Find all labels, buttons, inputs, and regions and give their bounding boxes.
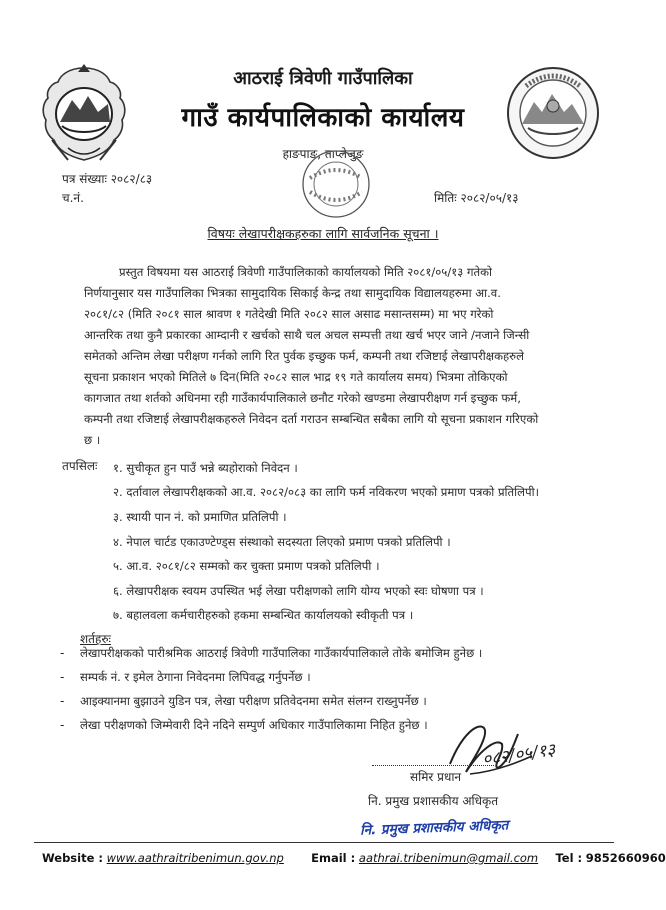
tel-label: Tel :: [555, 851, 583, 865]
municipality-name: आठराई त्रिवेणी गाउँपालिका: [233, 68, 413, 89]
office-address: हाङपाङ, ताप्लेजुङ: [282, 147, 364, 161]
body-line: प्रस्तुत विषयमा यस आठराई त्रिवेणी गाउँपालिकाको कार्यालयको मिति २०८१/०५/१३ गतेको: [119, 265, 493, 279]
letter-date: मितिः २०८२/०५/१३: [434, 191, 519, 205]
footer-divider: [34, 842, 614, 843]
body-line: छ ।: [84, 433, 101, 447]
website-label: Website :: [42, 851, 103, 865]
signatory-title: नि. प्रमुख प्रशासकीय अधिकृत: [368, 794, 499, 808]
signature-line: [372, 765, 494, 766]
condition-bullet: -: [60, 718, 65, 732]
conditions-heading: शर्तहरुः: [80, 632, 111, 646]
notice-body: [84, 262, 578, 451]
body-line: समेतको अन्तिम लेखा परीक्षण गर्नको लागि रित पुर्वक इच्छुक फर्म, कम्पनी तथा रजिष्टाई लेखापरीक्षकहरुले: [84, 349, 524, 363]
website-link[interactable]: www.aathraitribenimun.gov.np: [106, 851, 284, 865]
email-link[interactable]: aathrai.tribenimun@gmail.com: [358, 851, 539, 865]
footer-contact: [42, 851, 666, 865]
email-label: Email :: [311, 851, 356, 865]
condition-item: लेखा परीक्षणको जिम्मेवारी दिने नदिने सम्पुर्ण अधिकार गाउँपालिकामा निहित हुनेछ ।: [80, 718, 428, 732]
body-line: कम्पनी तथा रजिष्टाई लेखापरीक्षकहरुले निवेदन दर्ता गराउन सम्बन्धित सबैका लागि यो सूचना प्रकाशन गरिएको: [84, 412, 539, 426]
condition-item: लेखापरीक्षकको पारीश्रमिक आठराई त्रिवेणी गाउँपालिका गाउँकार्यपालिकाले तोके बमोजिम हुनेछ ।: [80, 646, 483, 660]
condition-bullet: -: [60, 646, 65, 660]
condition-bullet: -: [60, 694, 65, 708]
dispatch-number: च.नं.: [62, 191, 84, 205]
body-line: कागजात तथा शर्तको अधिनमा रही गाउँकार्यपालिकाले छनौट गरेको खण्डमा लेखापरीक्षण गर्न इच्छुक फर्म,: [84, 391, 521, 405]
details-heading: तपसिलः: [62, 459, 98, 473]
detail-item: ५. आ.व. २०८१/८२ सम्मको कर चुक्ता प्रमाण पत्रको प्रतिलिपी ।: [113, 559, 380, 573]
body-line: निर्णयानुसार यस गाउँपालिका भित्रका सामुदायिक सिकाई केन्द्र तथा सामुदायिक विद्यालयहरुमा आ.व.: [84, 286, 501, 300]
detail-item: ६. लेखापरीक्षक स्वयम उपस्थित भई लेखा परीक्षणको लागि योग्य भएको स्वः घोषणा पत्र ।: [113, 584, 484, 598]
detail-item: ३. स्थायी पान नं. को प्रमाणित प्रतिलिपी ।: [113, 510, 287, 524]
office-name: गाउँ कार्यपालिकाको कार्यालय: [181, 103, 465, 133]
condition-item: सम्पर्क नं. र इमेल ठेगाना निवेदनमा लिपिवद्ध गर्नुपर्नेछ ।: [80, 670, 311, 684]
letter-number: पत्र संख्याः २०८२/८३: [62, 172, 153, 186]
detail-item: ४. नेपाल चार्टड एकाउण्टेण्ड्स संस्थाको सदस्यता लिएको प्रमाण पत्रको प्रतिलिपी ।: [113, 535, 451, 549]
condition-bullet: -: [60, 670, 65, 684]
official-title-stamp: नि. प्रमुख प्रशासकीय अधिकृत: [359, 817, 509, 839]
signature-date: ०८२/०५/१३: [481, 739, 557, 770]
detail-item: १. सुचीकृत हुन पाउँ भन्ने ब्यहोराको निवेदन ।: [113, 461, 298, 475]
signatory-name: समिर प्रधान: [410, 770, 462, 784]
condition-item: आइक्यानमा बुझाउने युडिन पत्र, लेखा परीक्षण प्रतिवेदनमा समेत संलग्न राख्नुपर्नेछ ।: [80, 694, 427, 708]
detail-item: ७. बहालवला कर्मचारीहरुको हकमा सम्बन्धित कार्यालयको स्वीकृती पत्र ।: [113, 608, 414, 622]
detail-item: २. दर्तावाल लेखापरीक्षकको आ.व. २०८२/०८३ का लागि फर्म नविकरण भएको प्रमाण पत्रको प्रतिलिपी।: [113, 485, 540, 499]
tel-number: 9852660960: [585, 851, 666, 865]
body-line: आन्तरिक तथा कुनै प्रकारका आम्दानी र खर्चको साथै चल अचल सम्पत्ती तथा खर्च भएर जाने /नजाने जिन्सी: [84, 328, 530, 342]
dispatch-stamp: [300, 148, 372, 220]
subject-line: [0, 225, 646, 242]
body-line: २०८१/८२ (मिति २०८१ साल श्रावण १ गतेदेखी मिति २०८२ साल असाढ मसान्तसम्म) मा भए गरेको: [84, 307, 494, 321]
subject-text: विषयः लेखापरीक्षकहरुका लागि सार्वजनिक सूचना ।: [207, 226, 439, 241]
body-line: सूचना प्रकाशन भएको मितिले ७ दिन(मिति २०८२ साल भाद्र १९ गते कार्यालय समय) भित्रमा तोकिएको: [84, 370, 508, 384]
